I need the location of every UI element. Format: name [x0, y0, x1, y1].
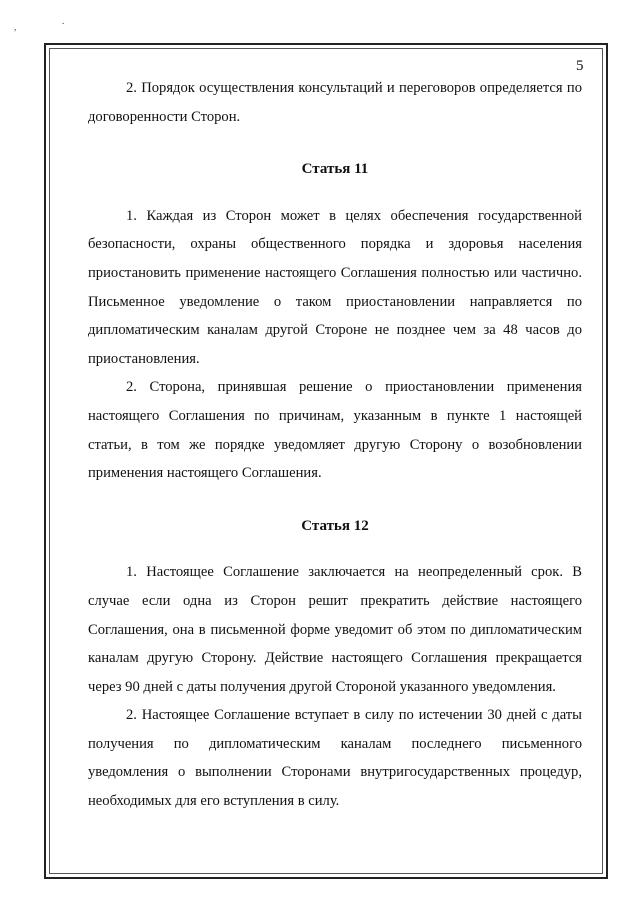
paragraph-consultations: 2. Порядок осуществления консультаций и переговоров определяется по договоренности Сторон. [88, 80, 582, 125]
article-11-paragraph-1: 1. Каждая из Сторон может в целях обеспечения государственной безопасности, охраны общественного порядка и здоровья населения приостановить применение настоящего Соглашения полностью или частично. Письменное уведомление о таком приостановлении направляется по дипломатическим каналам другой Стороне не позднее чем за 48 часов до приостановления. [88, 207, 582, 367]
scan-speck-dot: . [62, 16, 65, 26]
article-11-heading: Статья 11 [301, 161, 369, 178]
page-number: 5 [576, 58, 584, 74]
article-12-paragraph-1: 1. Настоящее Соглашение заключается на неопределенный срок. В случае если одна из Сторон решит прекратить действие настоящего Соглашения, она в письменной форме уведомит об этом по дипломатическим каналам другую Сторону. Действие настоящего Соглашения прекращается через 90 дней с даты получения другой Стороной указанного уведомления. [88, 564, 582, 695]
article-11-paragraph-2: 2. Сторона, принявшая решение о приостановлении применения настоящего Соглашения по причинам, указанным в пункте 1 настоящей статьи, в том же порядке уведомляет другую Сторону о возобновлении применения настоящего Соглашения. [88, 379, 582, 482]
article-12-paragraph-2: 2. Настоящее Соглашение вступает в силу по истечении 30 дней с даты получения по дипломатическим каналам последнего письменного уведомления о выполнении Сторонами внутригосударственных процедур, необходимых для его вступления в силу. [88, 707, 582, 810]
scan-speck-comma: , [14, 22, 17, 32]
document-body [88, 74, 582, 816]
article-12-heading: Статья 12 [301, 517, 369, 534]
